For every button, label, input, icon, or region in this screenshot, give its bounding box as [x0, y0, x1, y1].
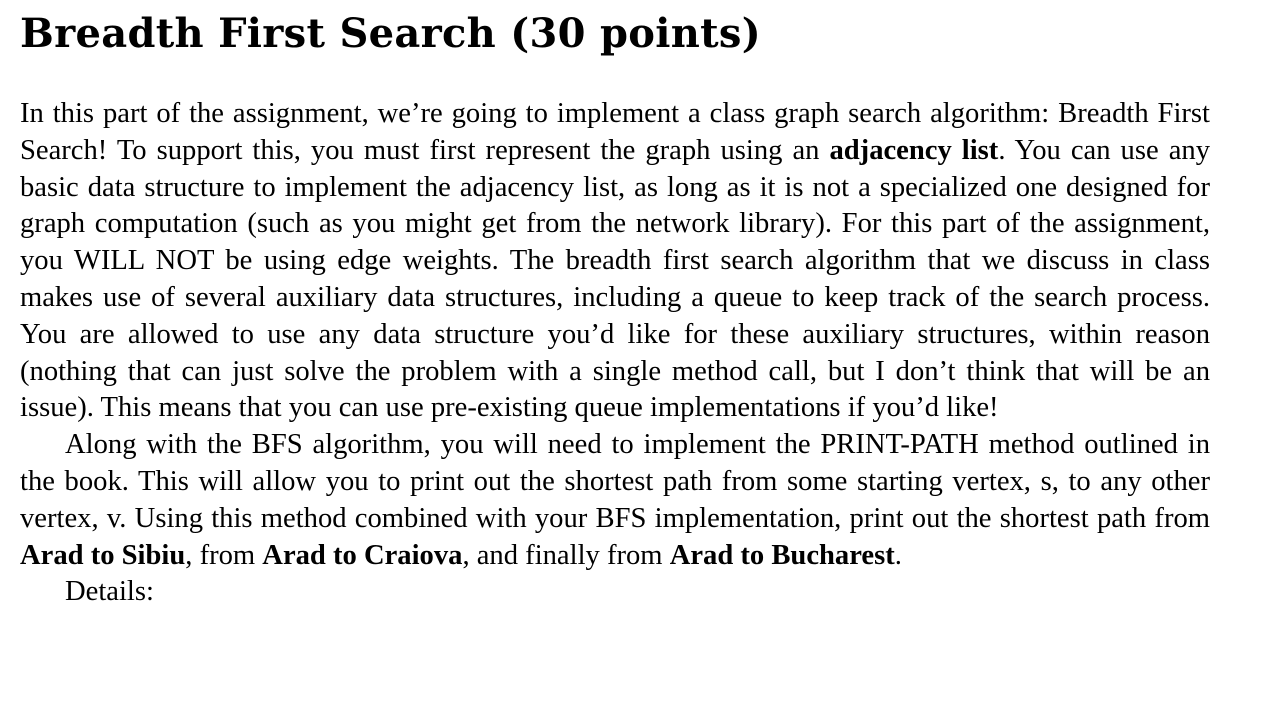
paragraph-details: Details:: [65, 576, 154, 608]
paragraph-text: , and finally from: [462, 539, 670, 571]
paragraph-text: . You can use any basic data structure to implement the adjacency list, as long as it is not a specialized one designed for graph computation (such as you might get from the network library). For this part of the assignment, you WILL NOT be using edge weights. The breadth first search algorithm that we discuss in class makes use of several auxiliary data structures, including a queue to keep track of the search process. You are allowed to use any data structure you’d like for these auxiliary structures, within reason (nothing that can just solve the problem with a single method call, but I don’t think that will be an issue). This means that you can use pre-existing queue implementations if you’d like!: [20, 134, 1210, 424]
bold-route-arad-bucharest: Arad to Bucharest: [669, 539, 895, 571]
bold-term-adjacency-list: adjacency list: [829, 134, 999, 166]
bold-route-arad-craiova: Arad to Craiova: [262, 539, 463, 571]
bold-route-arad-sibiu: Arad to Sibiu: [20, 539, 186, 571]
paragraph-print-path: [20, 427, 1210, 574]
paragraph-text: , from: [185, 539, 263, 571]
paragraph-text: .: [894, 539, 902, 571]
paragraph-text: In this part of the assignment, we’re going to implement a class graph search algorithm: Breadth First Search! To support this, you must first represent the graph using an: [20, 98, 1210, 166]
document-page: [20, 0, 1210, 611]
paragraph-text: Along with the BFS algorithm, you will need to implement the PRINT-PATH method outlined in the book. This will allow you to print out the shortest path from some starting vertex, s, to any other vertex, v. Using this method combined with your BFS implementation, print out the shortest path from: [20, 429, 1210, 534]
section-title: Breadth First Search (30 points): [20, 10, 761, 57]
paragraph-bfs-intro: [20, 96, 1210, 427]
